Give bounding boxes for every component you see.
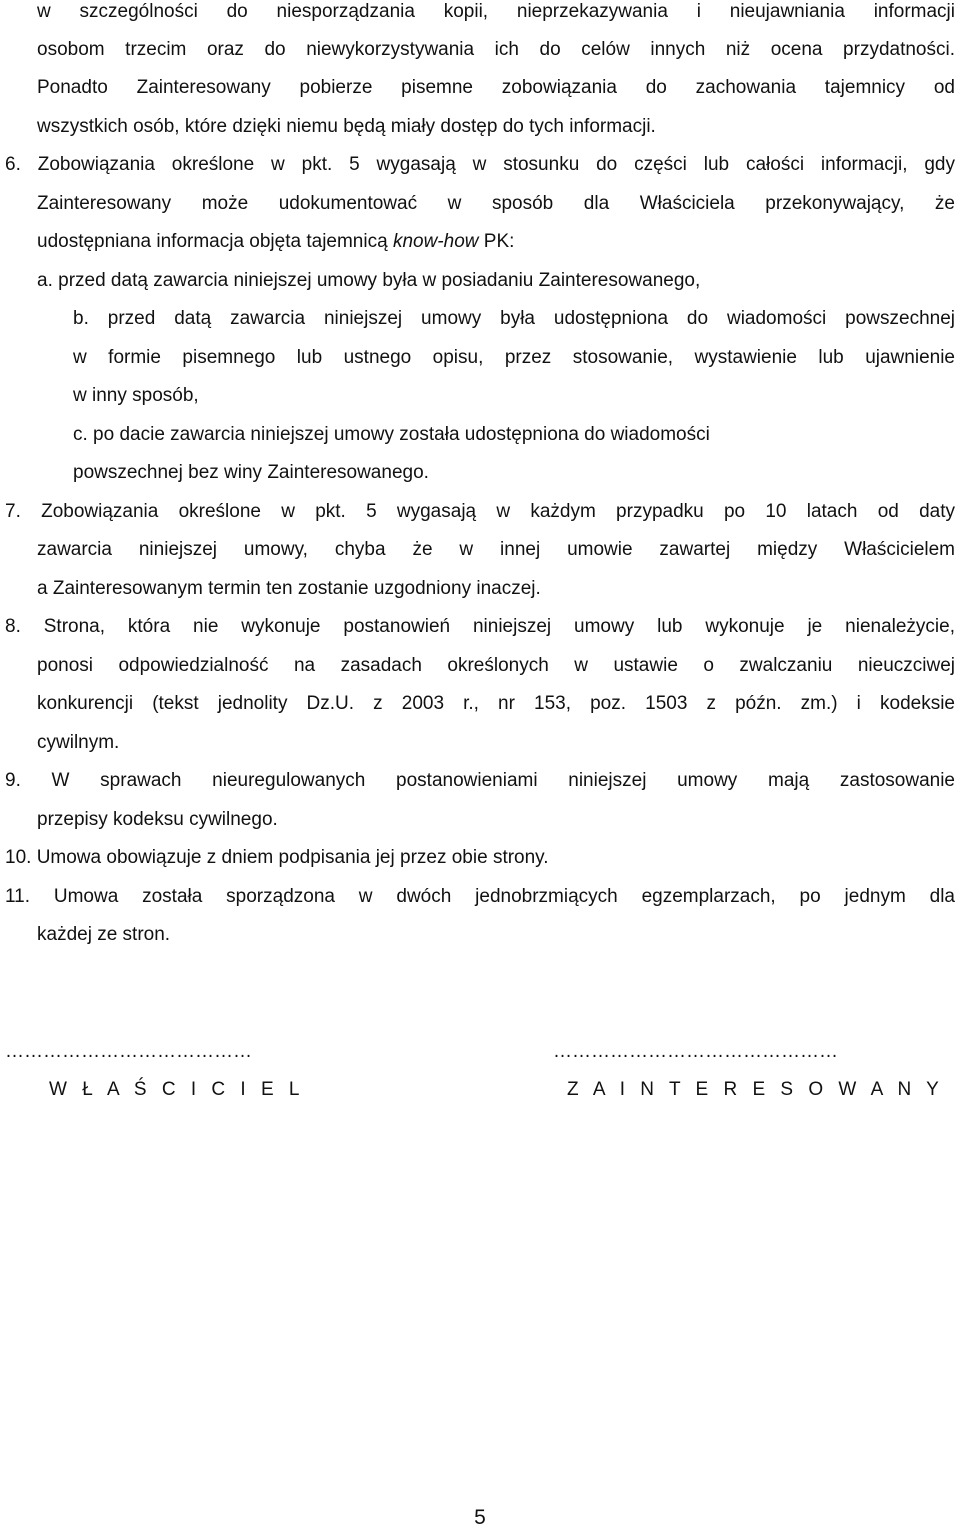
p8-line-2: ponosi odpowiedzialność na zasadach określonych w ustawie o zwalczaniu nieuczciwej [37,655,955,676]
p6-item-b-line-3: w inny sposób, [73,385,199,406]
p8-line-1: 8. Strona, która nie wykonuje postanowień niniejszej umowy lub wykonuje je nienależycie, [5,616,955,637]
interested-party-signature-label: Z A I N T E R E S O W A N Y [567,1079,944,1100]
p6-line-3 [37,230,955,254]
p7-line-3: a Zainteresowanym termin ten zostanie uzgodniony inaczej. [37,578,541,599]
p6-line-2: Zainteresowany może udokumentować w sposób dla Właściciela przekonywający, że [37,193,955,214]
p6-line-1: 6. Zobowiązania określone w pkt. 5 wygasają w stosunku do części lub całości informacji, gdy [5,154,955,175]
owner-signature-line: ………………………………… [5,1041,252,1062]
p6-item-c-line-2: powszechnej bez winy Zainteresowanego. [73,462,429,483]
p6-item-b-line-2: w formie pisemnego lub ustnego opisu, przez stosowanie, wystawienie lub ujawnienie [73,347,955,368]
p5-line-4: wszystkich osób, które dzięki niemu będą miały dostęp do tych informacji. [37,116,656,137]
p6-item-c-line-1: c. po dacie zawarcia niniejszej umowy została udostępniona do wiadomości [73,424,710,445]
p7-line-1: 7. Zobowiązania określone w pkt. 5 wygasają w każdym przypadku po 10 latach od daty [5,501,955,522]
p11-line-2: każdej ze stron. [37,924,171,945]
p9-line-2: przepisy kodeksu cywilnego. [37,809,278,830]
owner-signature-label: W Ł A Ś C I C I E L [49,1079,305,1100]
p8-line-3: konkurencji (tekst jednolity Dz.U. z 2003 r., nr 153, poz. 1503 z późn. zm.) i kodeksie [37,693,955,714]
p5-line-2: osobom trzecim oraz do niewykorzystywania ich do celów innych niż ocena przydatności. [37,39,955,60]
p6-line-3-end: PK: [478,231,515,252]
p7-line-2: zawarcia niniejszej umowy, chyba że w innej umowie zawartej między Właścicielem [37,539,955,560]
know-how-term: know-how [392,231,479,252]
p6-line-3-text: udostępniana informacja objęta tajemnicą [37,231,393,252]
p6-item-a: a. przed datą zawarcia niniejszej umowy była w posiadaniu Zainteresowanego, [37,270,701,291]
p8-line-4: cywilnym. [37,732,120,753]
page-number: 5 [474,1506,486,1529]
p5-line-3: Ponadto Zainteresowany pobierze pisemne zobowiązania do zachowania tajemnicy od [37,77,955,98]
p9-line-1: 9. W sprawach nieuregulowanych postanowieniami niniejszej umowy mają zastosowanie [5,770,955,791]
p11-line-1: 11. Umowa została sporządzona w dwóch jednobrzmiących egzemplarzach, po jednym dla [5,886,955,907]
interested-party-signature-line: ……………………………………… [553,1041,838,1062]
p5-line-1: w szczególności do niesporządzania kopii, nieprzekazywania i nieujawniania informacji [37,1,955,22]
p6-item-b-line-1: b. przed datą zawarcia niniejszej umowy była udostępniona do wiadomości powszechnej [73,308,955,329]
p10-line-1: 10. Umowa obowiązuje z dniem podpisania jej przez obie strony. [5,847,549,868]
